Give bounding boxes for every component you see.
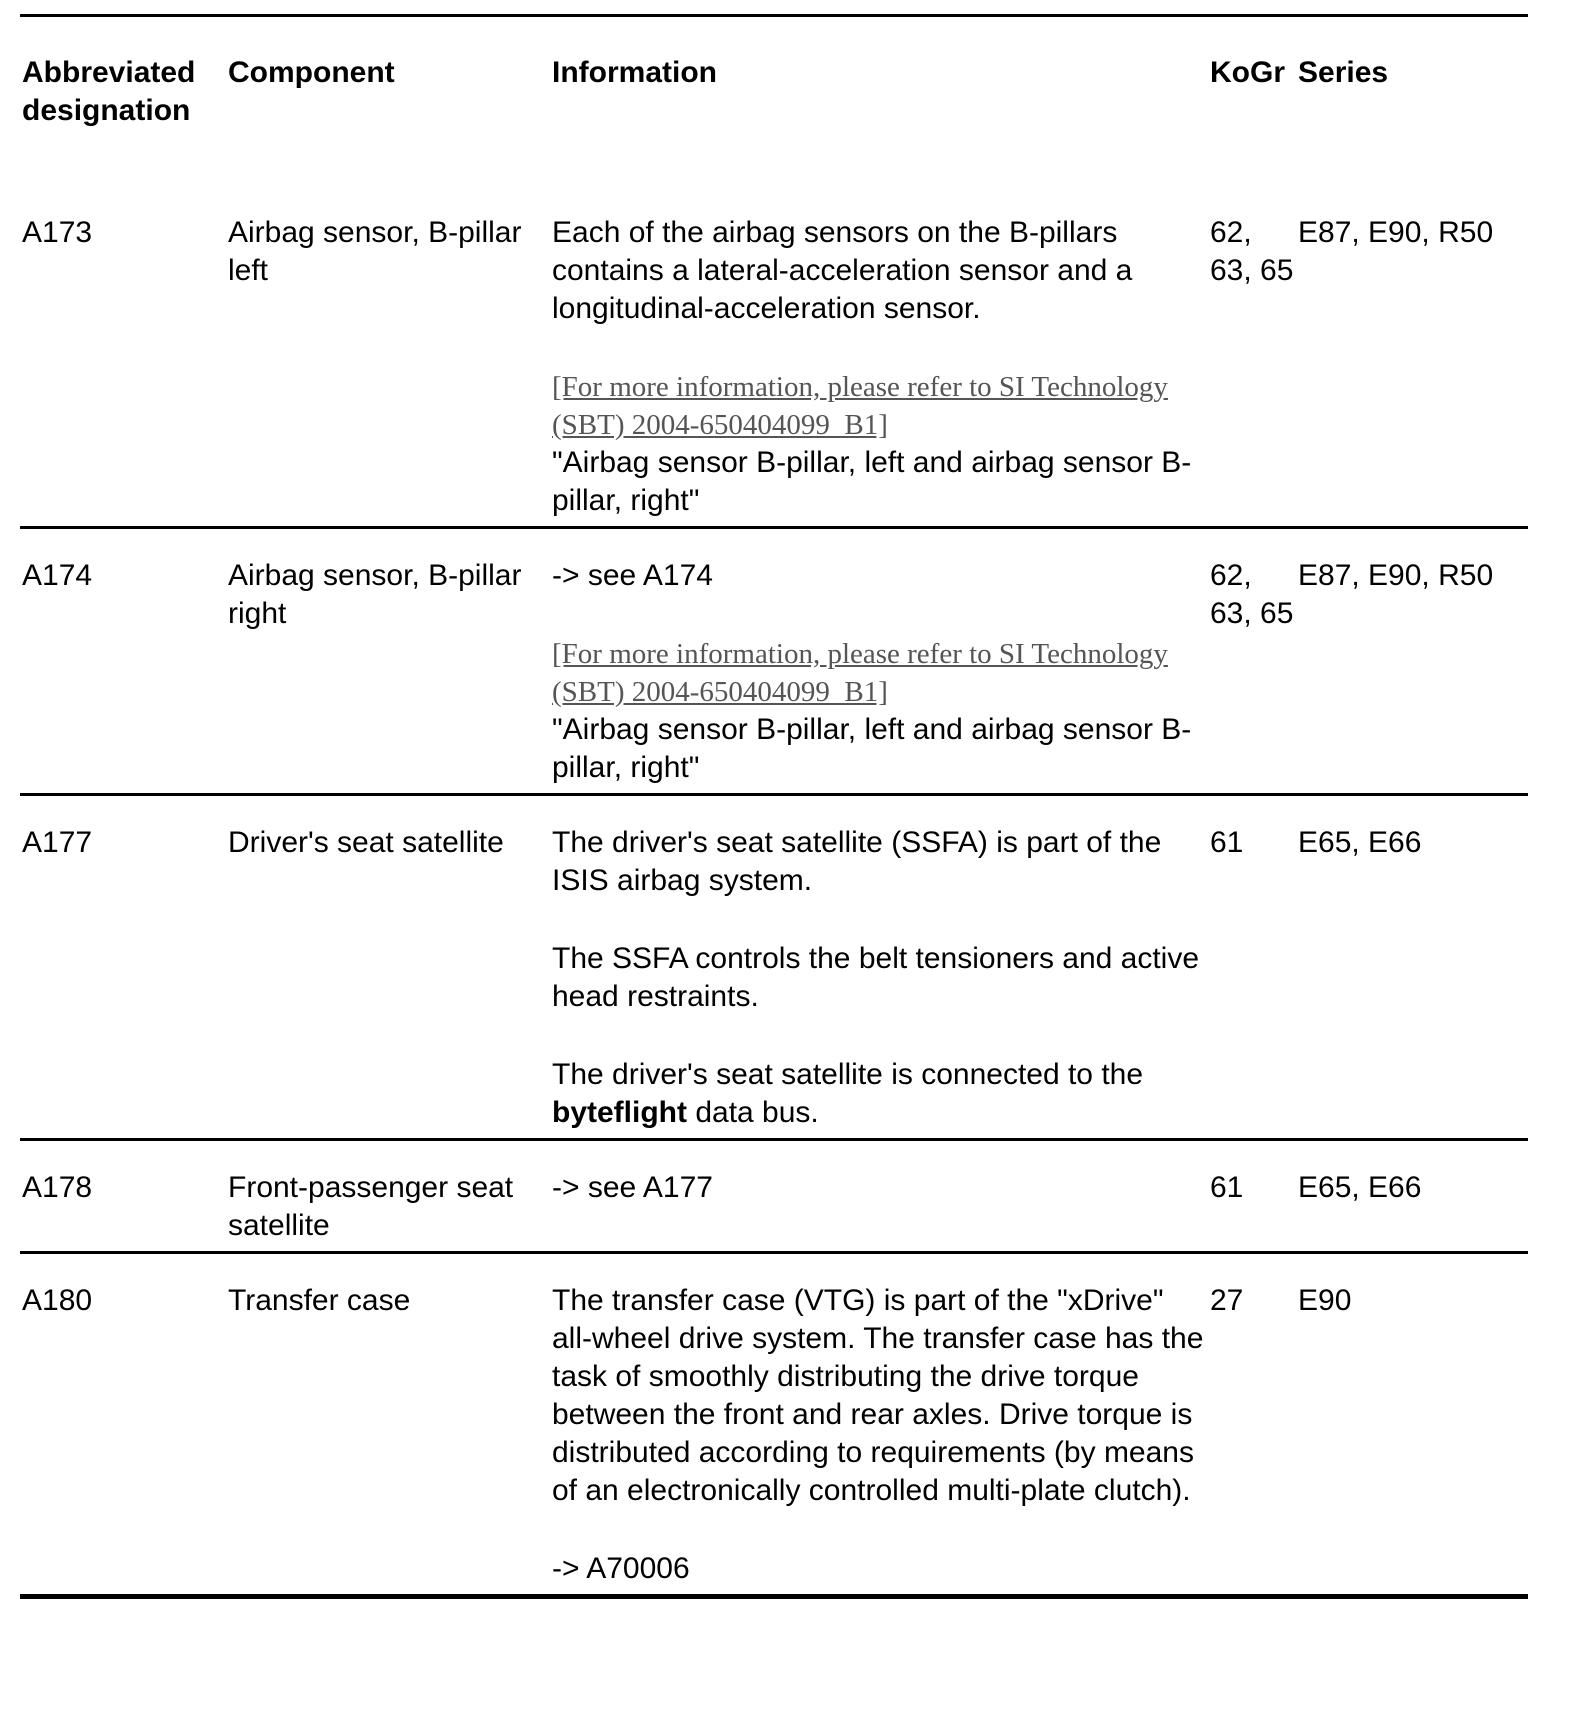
cell-kogr: 61 <box>1208 796 1296 1141</box>
reference-link[interactable]: [For more information, please refer to SI Technology (SBT) 2004-650404099_B1] <box>552 371 1168 441</box>
info-text: Each of the airbag sensors on the B-pillars contains a lateral-acceleration sensor and a longitudinal-acceleration sensor. <box>552 216 1133 325</box>
header-component: Component <box>228 56 395 89</box>
info-text: The transfer case (VTG) is part of the "xDrive" all-wheel drive system. The transfer case has the task of smoothly distributing the drive torque between the front and rear axles. Drive torque is distributed according to requirements (by means of an electronically controlled multi-plate clutch). <box>552 1284 1204 1507</box>
header-kogr: KoGr <box>1210 56 1285 89</box>
cell-series: E87, E90, R50 <box>1296 186 1528 529</box>
cell-component: Transfer case <box>226 1254 550 1599</box>
cell-information: -> see A177 <box>550 1141 1208 1254</box>
cell-information <box>550 1254 1208 1599</box>
cell-information <box>550 529 1208 796</box>
info-text-part: data bus. <box>687 1096 819 1129</box>
cell-information <box>550 186 1208 529</box>
cell-abbr: A180 <box>20 1254 226 1599</box>
table-row <box>20 1254 1528 1599</box>
info-text: The driver's seat satellite (SSFA) is part of the ISIS airbag system. <box>552 826 1162 897</box>
cell-component: Airbag sensor, B-pillar left <box>226 186 550 529</box>
table-row <box>20 1141 1528 1254</box>
cell-component: Driver's seat satellite <box>226 796 550 1141</box>
cell-kogr: 62, 63, 65 <box>1208 186 1296 529</box>
cell-kogr: 62, 63, 65 <box>1208 529 1296 796</box>
header-information: Information <box>552 56 717 89</box>
cell-series: E65, E66 <box>1296 1141 1528 1254</box>
info-text-part: The driver's seat satellite is connected to the <box>552 1058 1144 1091</box>
info-text <box>552 1056 1208 1132</box>
cell-kogr: 61 <box>1208 1141 1296 1254</box>
cell-kogr: 27 <box>1208 1254 1296 1599</box>
info-text: -> A70006 <box>552 1552 690 1585</box>
cell-abbr: A177 <box>20 796 226 1141</box>
header-series: Series <box>1298 56 1389 89</box>
reference-title: "Airbag sensor B-pillar, left and airbag sensor B-pillar, right" <box>552 446 1192 517</box>
info-text: -> see A174 <box>552 559 713 592</box>
cell-component: Airbag sensor, B-pillar right <box>226 529 550 796</box>
cell-abbr: A174 <box>20 529 226 796</box>
cell-series: E90 <box>1296 1254 1528 1599</box>
table-row <box>20 529 1528 796</box>
cell-abbr: A173 <box>20 186 226 529</box>
header-abbreviated-designation: Abbreviated designation <box>22 56 196 127</box>
reference-link[interactable]: [For more information, please refer to SI Technology (SBT) 2004-650404099_B1] <box>552 638 1168 708</box>
cell-series: E65, E66 <box>1296 796 1528 1141</box>
cell-abbr: A178 <box>20 1141 226 1254</box>
component-table <box>20 54 1528 1599</box>
table-header-row <box>20 54 1528 186</box>
table-row <box>20 796 1528 1141</box>
cell-component: Front-passenger seat satellite <box>226 1141 550 1254</box>
table-row <box>20 186 1528 529</box>
cell-series: E87, E90, R50 <box>1296 529 1528 796</box>
info-text-bold: byteflight <box>552 1096 687 1129</box>
info-text: The SSFA controls the belt tensioners and active head restraints. <box>552 942 1200 1013</box>
reference-title: "Airbag sensor B-pillar, left and airbag sensor B-pillar, right" <box>552 713 1192 784</box>
top-rule <box>20 14 1528 17</box>
cell-information <box>550 796 1208 1141</box>
